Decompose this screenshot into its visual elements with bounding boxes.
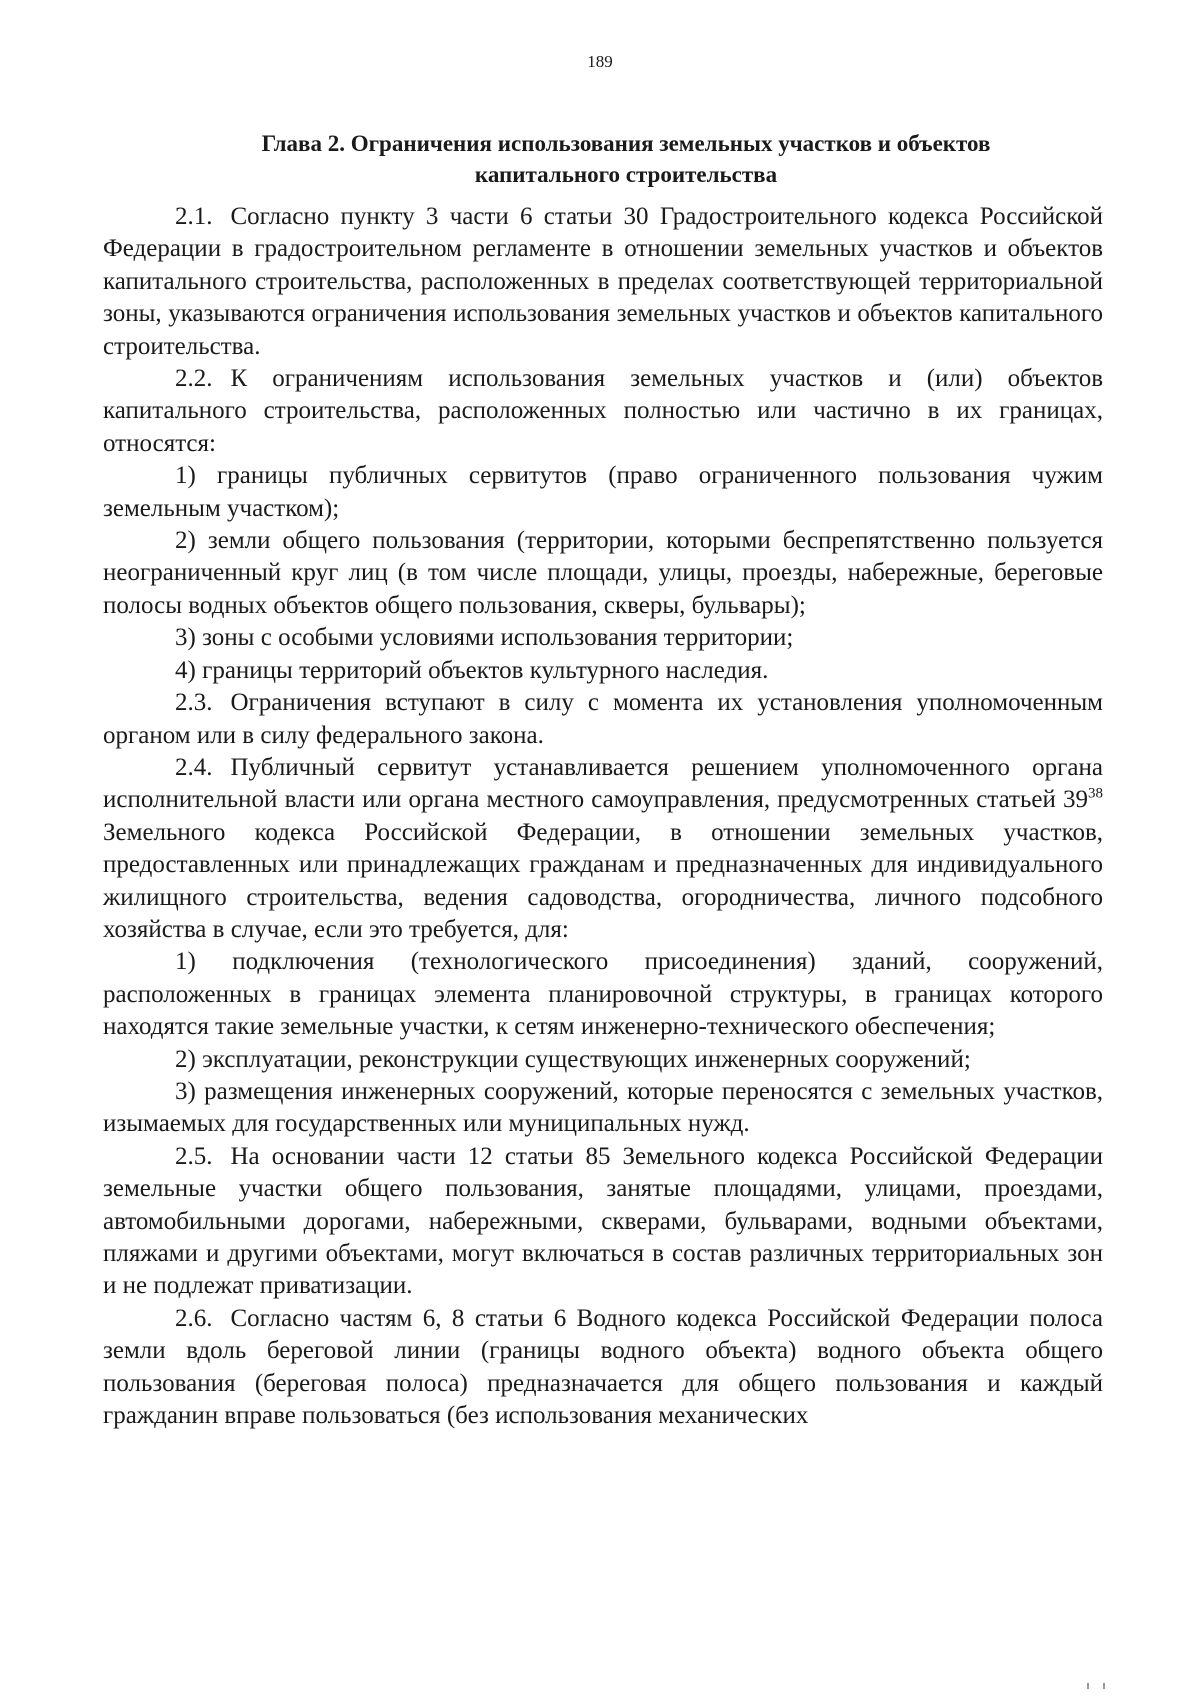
list-item-text: 1) границы публичных сервитутов (право ограниченного пользования чужим земельным участком); [103, 462, 1103, 522]
paragraph-2-2 [103, 363, 1103, 460]
list-item-2-2-3 [103, 622, 1103, 654]
paragraph-number: 2.3. [175, 689, 213, 717]
list-item-text: 3) размещения инженерных сооружений, которые переносятся с земельных участков, изымаемых для государственных или муниципальных нужд. [103, 1077, 1103, 1138]
paragraph-number: 2.4. [175, 753, 213, 781]
paragraph-text-before: Публичный сервитут устанавливается решением уполномоченного органа исполнительной власти или органа местного самоуправления, предусмотренных статьей 39 [103, 753, 1103, 814]
list-item-2-4-1 [103, 946, 1103, 1043]
paragraph-number: 2.1. [175, 203, 213, 230]
list-item-text: 2) эксплуатации, реконструкции существующих инженерных сооружений; [175, 1045, 971, 1073]
paragraph-text: Ограничения вступают в силу с момента их установления уполномоченным органом или в силу федерального закона. [103, 689, 1103, 749]
paragraph-number: 2.2. [175, 365, 213, 393]
list-item-text: 2) земли общего пользования (территории, которыми беспрепятственно пользуется неограниченный круг лиц (в том числе площади, улицы, проезды, набережные, береговые полосы водных объектов общего пользования, скверы, бульвары); [103, 527, 1103, 619]
paragraph-number: 2.6. [175, 1304, 213, 1332]
paragraph-text: Согласно частям 6, 8 статьи 6 Водного кодекса Российской Федерации полоса земли вдоль береговой линии (границы водного объекта) водного объекта общего пользования (береговая полоса) предназначается для общего пользования и каждый гражданин вправе пользоваться (без использования механических [103, 1304, 1103, 1430]
document-body [103, 201, 1103, 1432]
paragraph-2-5 [103, 1141, 1103, 1303]
list-item-2-2-1 [103, 460, 1103, 525]
paragraph-text-after: Земельного кодекса Российской Федерации, в отношении земельных участков, предоставленных или принадлежащих гражданам и предназначенных для индивидуального жилищного строительства, ведения садоводства, огородничества, личного подсобного хозяйства в случае, если это требуется, для: [103, 818, 1103, 943]
list-item-text: 1) подключения (технологического присоединения) зданий, сооружений, расположенных в границах элемента планировочной структуры, в границах которого находятся такие земельные участки, к сетям инженерно-технического обеспечения; [103, 948, 1103, 1041]
list-item-2-2-4 [103, 655, 1103, 687]
paragraph-2-6 [103, 1303, 1103, 1433]
scan-artifact-mark [1087, 1683, 1105, 1689]
paragraph-text: К ограничениям использования земельных участков и (или) объектов капитального строительства, расположенных полностью или частично в их границах, относятся: [103, 365, 1103, 457]
page-number: 189 [587, 52, 613, 71]
paragraph-number: 2.5. [175, 1142, 213, 1170]
list-item-2-4-3 [103, 1076, 1103, 1141]
list-item-2-4-2 [103, 1044, 1103, 1076]
paragraph-2-4 [103, 752, 1103, 946]
paragraph-text: Согласно пункту 3 части 6 статьи 30 Градостроительного кодекса Российской Федерации в градостроительном регламенте в отношении земельных участков и объектов капитального строительства, расположенных в пределах соответствующей территориальной зоны, указываются ограничения использования земельных участков и объектов капитального строительства. [103, 203, 1103, 360]
list-item-text: 4) границы территорий объектов культурного наследия. [175, 656, 769, 684]
list-item-text: 3) зоны с особыми условиями использования территории; [175, 624, 794, 652]
paragraph-text: На основании части 12 статьи 85 Земельного кодекса Российской Федерации земельные участки общего пользования, занятые площадями, улицами, проездами, автомобильными дорогами, набережными, скверами, бульварами, водными объектами, пляжами и другими объектами, могут включаться в состав различных территориальных зон и не подлежат приватизации. [103, 1142, 1103, 1300]
paragraph-2-1 [103, 201, 1103, 363]
paragraph-2-3 [103, 687, 1103, 752]
list-item-2-2-2 [103, 525, 1103, 622]
chapter-title: Глава 2. Ограничения использования земельных участков и объектов капитального строительства [261, 131, 991, 187]
article-superscript: 38 [1088, 785, 1103, 802]
